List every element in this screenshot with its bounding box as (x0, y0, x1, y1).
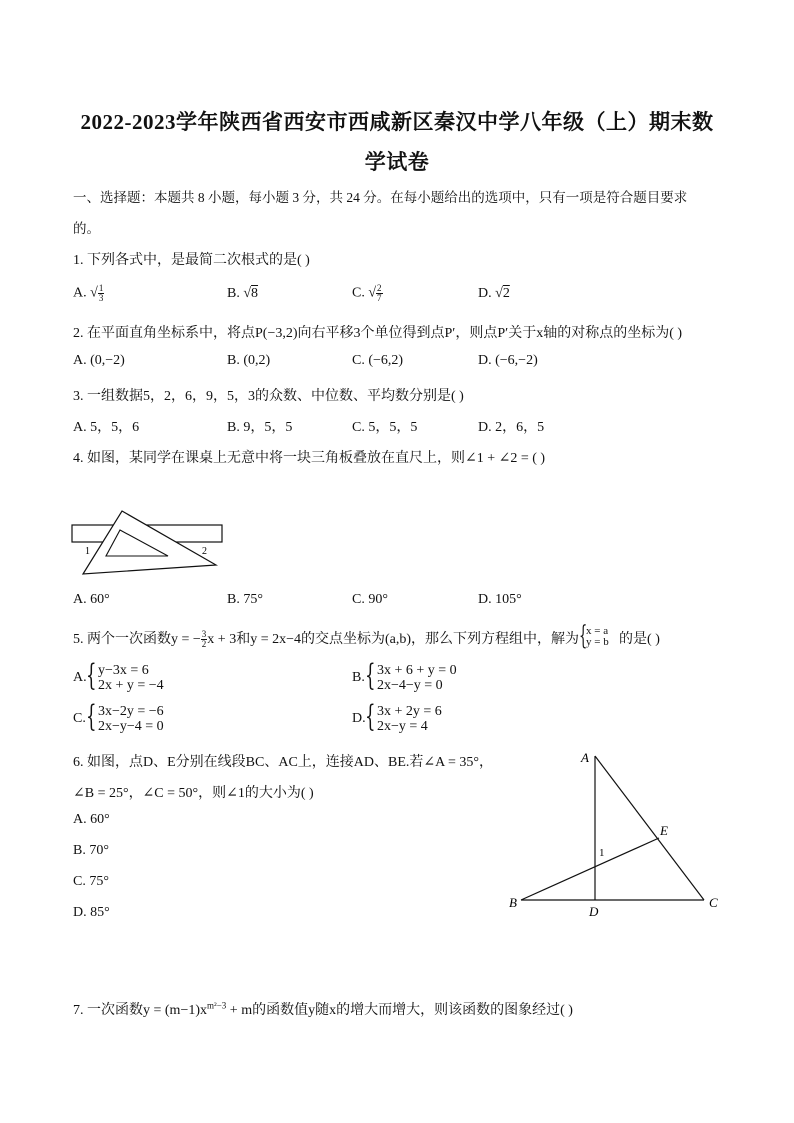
section-intro-line2: 的。 (73, 221, 100, 236)
q1-option-d: D. √2 (478, 286, 510, 301)
q6-stem-line1: 6. 如图，点D、E分别在线段BC、AC上，连接AD、BE.若∠A = 35°， (73, 755, 493, 770)
angle-2-label: 2 (202, 546, 207, 557)
exam-title-line1: 2022-2023学年陕西省西安市西咸新区秦汉中学八年级（上）期末数 (80, 110, 714, 134)
q2-stem: 2. 在平面直角坐标系中，将点P(−3,2)向右平移3个单位得到点P′，则点P′关于x轴的对称点的坐标为( ) (73, 326, 683, 341)
q1-stem: 1. 下列各式中，是最简二次根式的是( ) (73, 253, 310, 268)
q7-stem: 7. 一次函数$y = (m-1)x^{m^2-3} + m$的函数值y随x的增大而增大，则该函数的图象经过( ) (73, 1000, 573, 1018)
q6-triangle-figure (505, 745, 730, 920)
q5-option-b: B. { 3x + 6 + y = 0 2x−4−y = 0 (352, 658, 457, 693)
q6-option-c: C. 75° (73, 874, 109, 889)
segment-be (521, 838, 659, 900)
q1-option-b: B. √8 (227, 286, 259, 301)
point-e-label: E (660, 823, 668, 838)
q3-option-b: B. 9，5，5 (227, 420, 293, 435)
q4-option-a: A. 60° (73, 592, 110, 607)
q4-option-b: B. 75° (227, 592, 263, 607)
q4-stem: 4. 如图，某同学在课桌上无意中将一块三角板叠放在直尺上，则∠1 + ∠2 = ( ) (73, 451, 546, 466)
q6-stem-line2: ∠B = 25°，∠C = 50°，则∠1的大小为( ) (73, 786, 314, 801)
q5-stem: 5. 两个一次函数y = − $\frac{3}{2}$ x + 3和y = 2x−4的交点坐标为(a,b)，那么下列方程组中，解为 { x = a y = b 的是( ) (73, 620, 660, 651)
segment-ac (595, 756, 704, 900)
q6-option-d: D. 85° (73, 905, 110, 920)
q5-option-d: D. { 3x + 2y = 6 2x−y = 4 (352, 699, 442, 734)
q3-stem: 3. 一组数据5，2，6，9，5，3的众数、中位数、平均数分别是( ) (73, 389, 464, 404)
point-b-label: B (509, 895, 517, 910)
q2-option-d: D. (−6,−2) (478, 353, 538, 368)
q5-option-a: A. { y−3x = 6 2x + y = −4 (73, 658, 164, 693)
q3-option-c: C. 5，5，5 (352, 420, 418, 435)
q2-option-a: A. (0,−2) (73, 353, 125, 368)
q6-option-b: B. 70° (73, 843, 109, 858)
point-d-label: D (589, 904, 599, 919)
sqrt-symbol: √ $\frac{1}{3}$ (90, 283, 104, 303)
q3-option-a: A. 5，5，6 (73, 420, 140, 435)
angle-1-label: 1 (85, 546, 90, 557)
section-intro-line1: 一、选择题：本题共 8 小题，每小题 3 分，共 24 分。在每小题给出的选项中，只有一项是符合题目要求 (73, 190, 688, 205)
point-c-label: C (709, 895, 718, 910)
q4-ruler-triangle-figure (66, 508, 226, 580)
q6-option-a: A. 60° (73, 812, 110, 827)
angle-1-label: 1 (599, 847, 605, 859)
q2-option-c: C. (−6,2) (352, 353, 404, 368)
q1-option-c: C. √ $\frac{2}{7}$ (352, 283, 382, 303)
q3-option-d: D. 2，6，5 (478, 420, 545, 435)
q4-option-d: D. 105° (478, 592, 522, 607)
q1-option-a: A. √ $\frac{1}{3}$ (73, 283, 104, 303)
q5-option-c: C. { 3x−2y = −6 2x−y−4 = 0 (73, 699, 164, 734)
point-a-label: A (581, 750, 589, 765)
q2-option-b: B. (0,2) (227, 353, 271, 368)
q4-option-c: C. 90° (352, 592, 388, 607)
exam-title-line2: 学试卷 (364, 150, 430, 174)
